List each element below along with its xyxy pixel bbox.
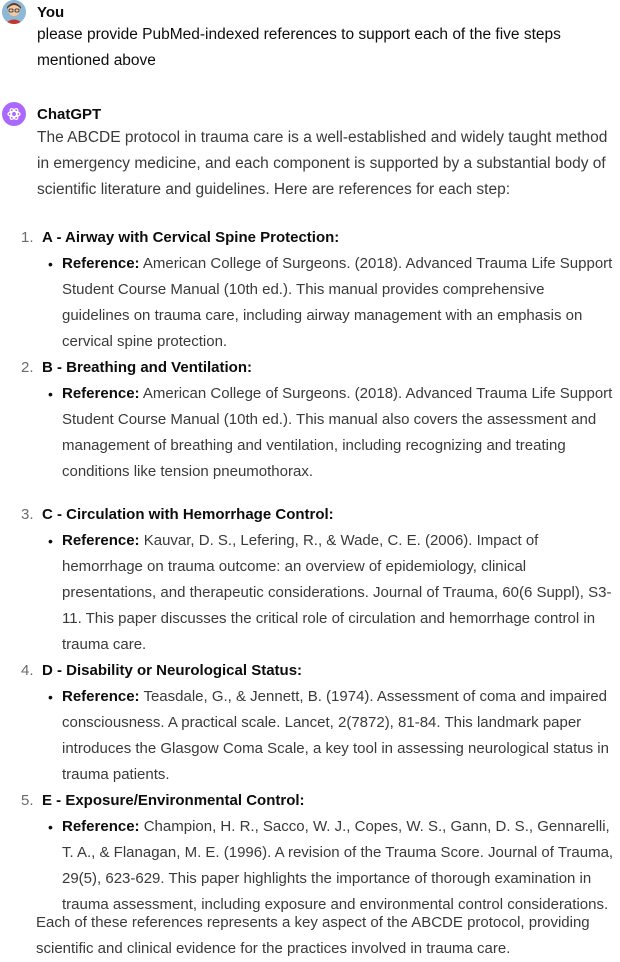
- step-title: D - Disability or Neurological Status:: [42, 662, 303, 679]
- user-avatar: [2, 0, 26, 24]
- reference-text: Teasdale, G., & Jennett, B. (1974). Assessment of coma and impaired consciousness. A practical scale. Lancet, 2(7872), 81-84. This landmark paper introduces the Glasgow Coma Scale, a key tool in assessing neurological status in trauma patients.: [62, 688, 609, 783]
- bullet-icon: •: [48, 533, 53, 549]
- openai-logo-icon: [6, 106, 22, 122]
- bullet-icon: •: [48, 256, 53, 272]
- reference-item: [48, 684, 614, 788]
- assistant-message-header: [0, 102, 101, 126]
- bullet-icon: •: [48, 386, 53, 402]
- assistant-intro: The ABCDE protocol in trauma care is a well-established and widely taught method in emergency medicine, and each component is supported by a substantial body of scientific literature and guidelines. Here are references for each step:: [37, 129, 608, 198]
- reference-item: [48, 528, 614, 658]
- step-item-e: [0, 788, 620, 918]
- user-name: You: [37, 3, 65, 21]
- assistant-name: ChatGPT: [37, 105, 102, 123]
- reference-label: Reference:: [62, 385, 140, 402]
- reference-label: Reference:: [62, 688, 140, 705]
- steps-list: [0, 225, 620, 918]
- step-item-c: [0, 502, 620, 658]
- user-avatar-icon: [2, 0, 26, 24]
- reference-item: [48, 251, 614, 355]
- step-number: 5.: [21, 792, 34, 809]
- reference-label: Reference:: [62, 818, 140, 835]
- step-number: 1.: [21, 229, 34, 246]
- step-item-d: [0, 658, 620, 788]
- reference-text: Kauvar, D. S., Lefering, R., & Wade, C. E. (2006). Impact of hemorrhage on trauma outcome: an overview of epidemiology, clinical presentations, and therapeutic considerations. Journal of Trauma, 60(6 Suppl), S3-11. This paper discusses the critical role of circulation and hemorrhage control in trauma care.: [62, 532, 612, 653]
- reference-text: American College of Surgeons. (2018). Advanced Trauma Life Support Student Course Manual (10th ed.). This manual provides comprehensive guidelines on trauma care, including airway management with an emphasis on cervical spine protection.: [62, 255, 613, 350]
- step-title: B - Breathing and Ventilation:: [42, 359, 253, 376]
- assistant-outro: Each of these references represents a key aspect of the ABCDE protocol, providing scientific and clinical evidence for the practices involved in trauma care.: [36, 914, 590, 957]
- step-title: C - Circulation with Hemorrhage Control:: [42, 506, 334, 523]
- reference-text: Champion, H. R., Sacco, W. J., Copes, W. S., Gann, D. S., Gennarelli, T. A., & Flanagan, M. E. (1996). A revision of the Trauma Score. Journal of Trauma, 29(5), 623-629. This paper highlights the importance of thorough examination in trauma assessment, including exposure and environmental control considerations.: [62, 818, 614, 913]
- step-title: A - Airway with Cervical Spine Protection:: [42, 229, 340, 246]
- step-item-b: [0, 355, 620, 502]
- step-item-a: [0, 225, 620, 355]
- user-message-text: please provide PubMed-indexed references to support each of the five steps mentioned above: [37, 26, 561, 69]
- bullet-icon: •: [48, 819, 53, 835]
- chatgpt-avatar: [2, 102, 26, 126]
- reference-label: Reference:: [62, 532, 140, 549]
- reference-label: Reference:: [62, 255, 140, 272]
- reference-text: American College of Surgeons. (2018). Advanced Trauma Life Support Student Course Manual (10th ed.). This manual also covers the assessment and management of breathing and ventilation, including recognizing and treating conditions like tension pneumothorax.: [62, 385, 613, 480]
- user-message-header: [0, 0, 64, 24]
- reference-item: [48, 381, 614, 485]
- step-number: 3.: [21, 506, 34, 523]
- bullet-icon: •: [48, 689, 53, 705]
- step-number: 4.: [21, 662, 34, 679]
- step-number: 2.: [21, 359, 34, 376]
- step-title: E - Exposure/Environmental Control:: [42, 792, 305, 809]
- reference-item: [48, 814, 614, 918]
